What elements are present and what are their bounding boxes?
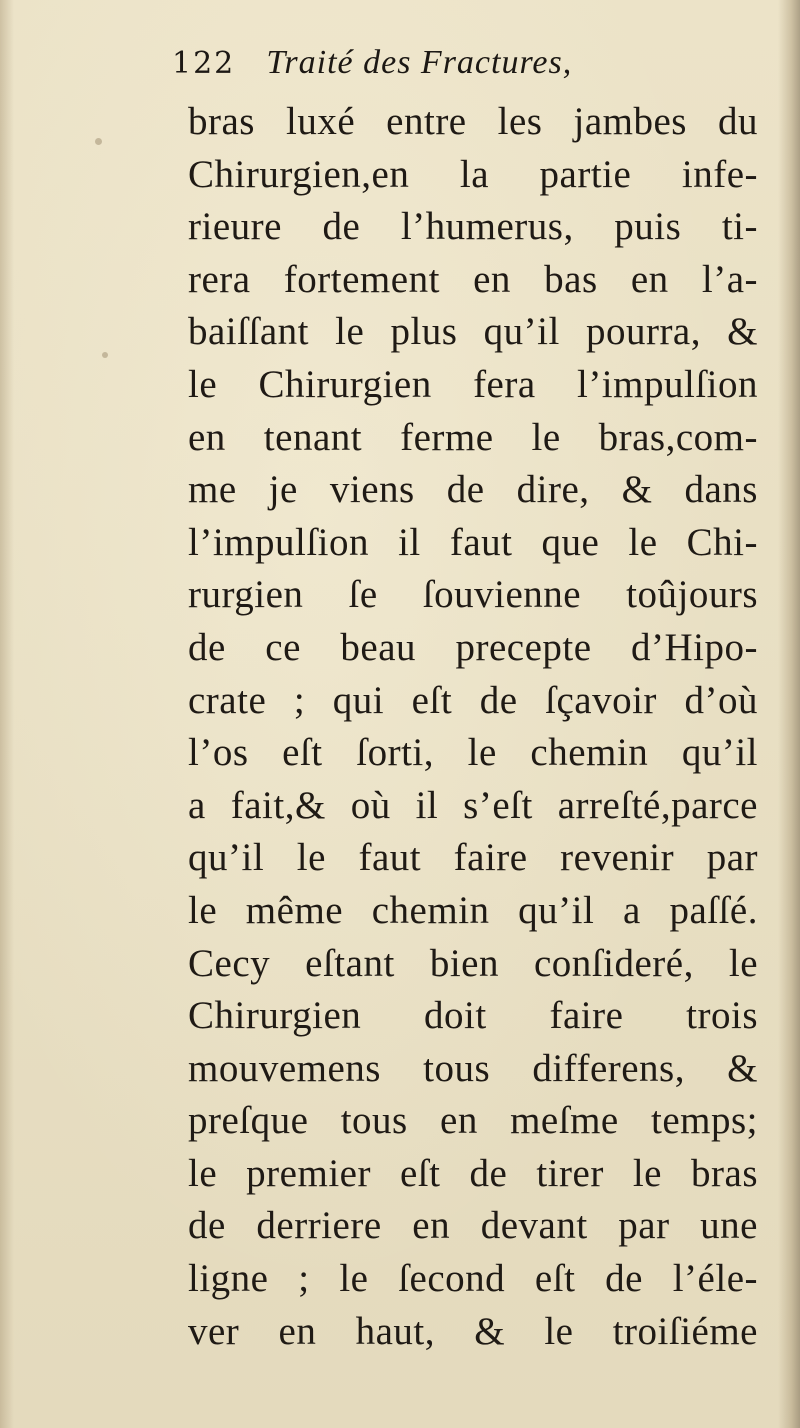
- text-line: Cecy eſtant bien conſideré, le: [188, 941, 758, 985]
- text-line: le premier eſt de tirer le bras: [188, 1151, 758, 1195]
- running-header: [172, 44, 572, 96]
- text-line: Chirurgien doit faire trois: [188, 994, 758, 1038]
- text-line: le même chemin qu’il a paſſé.: [188, 888, 758, 932]
- text-line: rera fortement en bas en l’a-: [188, 257, 758, 301]
- page-left-shadow: [0, 0, 14, 1428]
- text-line: l’impulſion il faut que le Chi-: [188, 520, 758, 564]
- paper-stain: [102, 352, 108, 358]
- text-line: qu’il le faut faire revenir par: [188, 836, 758, 880]
- text-line: rieure de l’humerus, puis ti-: [188, 205, 758, 249]
- body-text: [188, 96, 758, 1358]
- paper-stain: [95, 138, 102, 145]
- text-line: ver en haut, & le troiſiéme: [188, 1309, 758, 1353]
- text-line: mouvemens tous differens, &: [188, 1046, 758, 1090]
- text-line: preſque tous en meſme temps;: [188, 1099, 758, 1143]
- text-line: rurgien ſe ſouvienne toûjours: [188, 573, 758, 617]
- text-line: l’os eſt ſorti, le chemin qu’il: [188, 731, 758, 775]
- text-line: me je viens de dire, & dans: [188, 468, 758, 512]
- page-right-shadow: [778, 0, 800, 1428]
- text-line: de ce beau precepte d’Hipo-: [188, 625, 758, 669]
- text-line: bras luxé entre les jambes du: [188, 100, 758, 143]
- text-line: ligne ; le ſecond eſt de l’éle-: [188, 1257, 758, 1301]
- text-line: en tenant ferme le bras,com-: [188, 415, 758, 459]
- text-line: Chirurgien,en la partie infe-: [188, 152, 758, 196]
- text-line: de derriere en devant par une: [188, 1204, 758, 1248]
- text-line: le Chirurgien fera l’impulſion: [188, 362, 758, 406]
- running-title: Traité des Fractures,: [266, 44, 573, 81]
- text-line: baiſſant le plus qu’il pourra, &: [188, 310, 758, 354]
- text-line: crate ; qui eſt de ſçavoir d’où: [188, 678, 758, 722]
- page-number: 122: [172, 46, 236, 81]
- text-line: a fait,& où il s’eſt arreſté,parce: [188, 783, 758, 827]
